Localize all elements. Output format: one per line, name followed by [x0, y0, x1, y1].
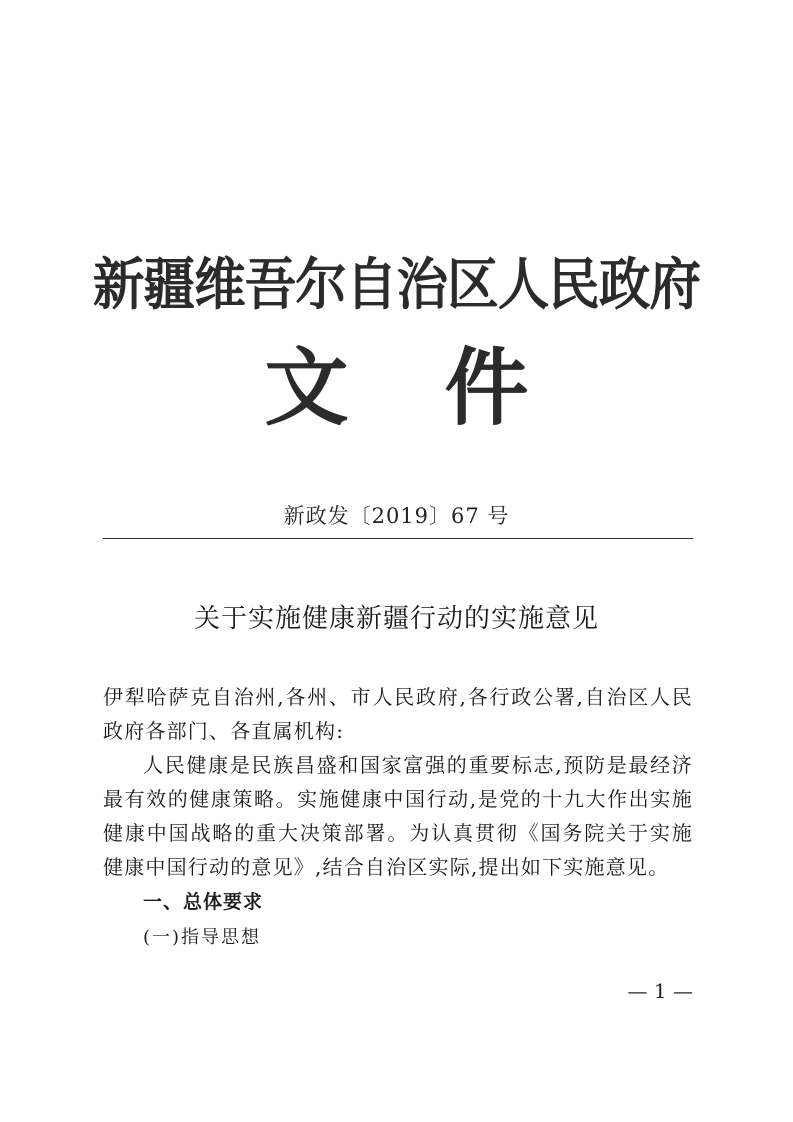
- document-title: 关于实施健康新疆行动的实施意见: [193, 604, 599, 634]
- subsection-heading: (一)指导思想: [143, 927, 262, 948]
- body-paragraph: 人民健康是民族昌盛和国家富强的重要标志,预防是最经济最有效的健康策略。实施健康中国行动,是党的十九大作出实施健康中国战略的重大决策部署。为认真贯彻《国务院关于实施健康中国行动的意见》,结合自治区实际,提出如下实施意见。: [103, 753, 693, 879]
- page-number: — 1 —: [627, 979, 693, 1003]
- document-number: 新政发〔2019〕67 号: [283, 504, 510, 528]
- document-type-heading: 文件: [264, 339, 625, 437]
- section-heading: 一、总体要求: [143, 891, 264, 913]
- addressee: 伊犁哈萨克自治州,各州、市人民政府,各行政公署,自治区人民政府各部门、各直属机构:: [103, 685, 693, 743]
- issuer-heading: 新疆维吾尔自治区人民政府: [92, 253, 701, 318]
- document-body: [103, 680, 693, 956]
- header-divider: [103, 538, 693, 539]
